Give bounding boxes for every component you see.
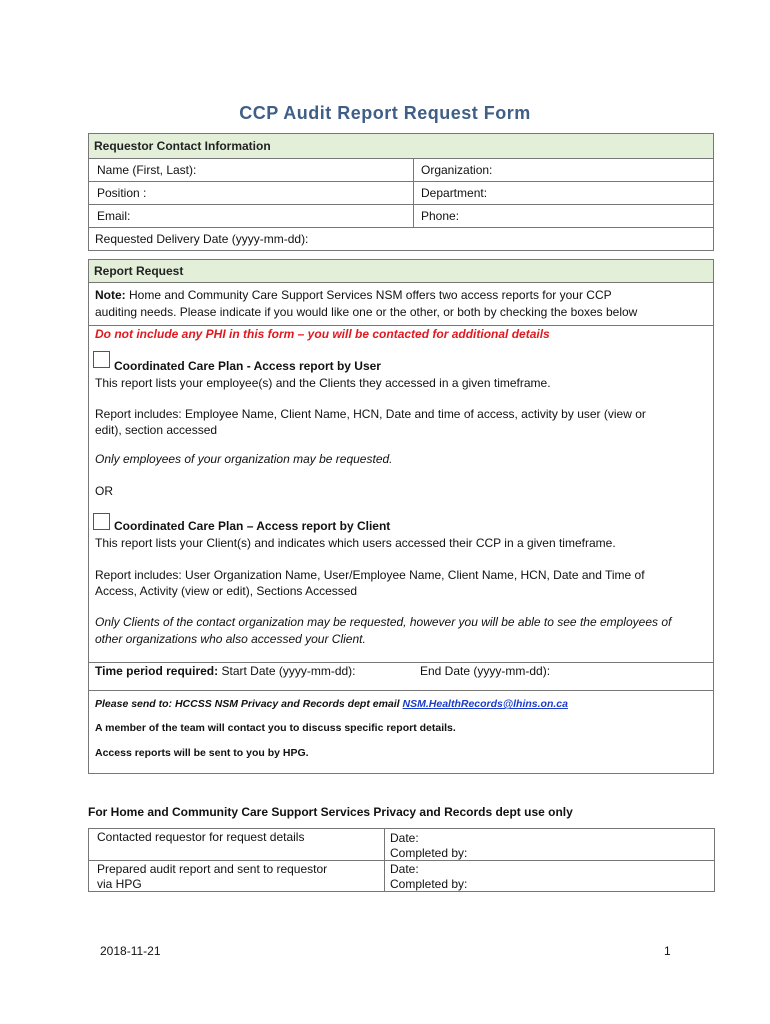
email-field[interactable]: Email: xyxy=(97,209,131,223)
phi-warning: Do not include any PHI in this form – you will be contacted for additional details xyxy=(95,327,550,341)
user-report-includes-line2: edit), section accessed xyxy=(95,423,218,437)
user-report-includes: Report includes: Employee Name, Client Name, HCN, Date and time of access, activity by user (view or xyxy=(95,407,646,421)
position-field[interactable]: Position : xyxy=(97,186,147,200)
user-report-title: Coordinated Care Plan - Access report by User xyxy=(114,359,381,373)
client-report-includes-line2: Access, Activity (view or edit), Sections Accessed xyxy=(95,584,358,598)
user-report-note: Only employees of your organization may be requested. xyxy=(95,452,393,466)
organization-field[interactable]: Organization: xyxy=(421,163,493,177)
client-report-note-line2: other organizations who also accessed your Client. xyxy=(95,632,366,646)
contact-note: A member of the team will contact you to discuss specific report details. xyxy=(95,722,456,734)
client-report-checkbox[interactable] xyxy=(93,513,110,530)
email-link[interactable]: NSM.HealthRecords@lhins.on.ca xyxy=(402,698,568,710)
table-row: Prepared audit report and sent to requestor xyxy=(97,862,328,876)
row2-date[interactable]: Date: xyxy=(390,862,419,876)
start-date-field[interactable]: Time period required: Start Date (yyyy-mm-dd): xyxy=(95,664,356,678)
sent-note: Access reports will be sent to you by HPG. xyxy=(95,747,309,759)
contact-table xyxy=(88,133,714,251)
page-title: CCP Audit Report Request Form xyxy=(239,103,531,123)
client-report-includes: Report includes: User Organization Name, User/Employee Name, Client Name, HCN, Date and Time of xyxy=(95,568,645,582)
delivery-date-field[interactable]: Requested Delivery Date (yyyy-mm-dd): xyxy=(95,232,309,246)
client-report-desc: This report lists your Client(s) and indicates which users accessed their CCP in a given timeframe. xyxy=(95,536,616,550)
page-number: 1 xyxy=(664,944,671,958)
client-report-note: Only Clients of the contact organization may be requested, however you will be able to see the employees of xyxy=(95,615,672,629)
row2-completed[interactable]: Completed by: xyxy=(390,877,468,891)
note-text: Note: Home and Community Care Support Services NSM offers two access reports for your CCP xyxy=(95,288,612,302)
user-report-checkbox[interactable] xyxy=(93,351,110,368)
name-field[interactable]: Name (First, Last): xyxy=(97,163,197,177)
footer-date: 2018-11-21 xyxy=(100,944,161,958)
user-report-desc: This report lists your employee(s) and the Clients they accessed in a given timeframe. xyxy=(95,376,551,390)
row2-task-line2: via HPG xyxy=(97,877,142,891)
table-row: Contacted requestor for request details xyxy=(97,830,305,844)
office-use-heading: For Home and Community Care Support Services Privacy and Records dept use only xyxy=(88,805,573,819)
or-separator: OR xyxy=(95,484,113,498)
end-date-field[interactable]: End Date (yyyy-mm-dd): xyxy=(420,664,551,678)
note-text-line2: auditing needs. Please indicate if you would like one or the other, or both by checking the boxes below xyxy=(95,305,638,319)
client-report-title: Coordinated Care Plan – Access report by Client xyxy=(114,519,391,533)
send-to-line: Please send to: HCCSS NSM Privacy and Records dept email NSM.HealthRecords@lhins.on.ca xyxy=(95,698,568,710)
row1-date[interactable]: Date: xyxy=(390,831,419,845)
department-field[interactable]: Department: xyxy=(421,186,488,200)
row1-completed[interactable]: Completed by: xyxy=(390,846,468,860)
phone-field[interactable]: Phone: xyxy=(421,209,460,223)
contact-header: Requestor Contact Information xyxy=(89,134,713,158)
report-header: Report Request xyxy=(89,260,713,282)
